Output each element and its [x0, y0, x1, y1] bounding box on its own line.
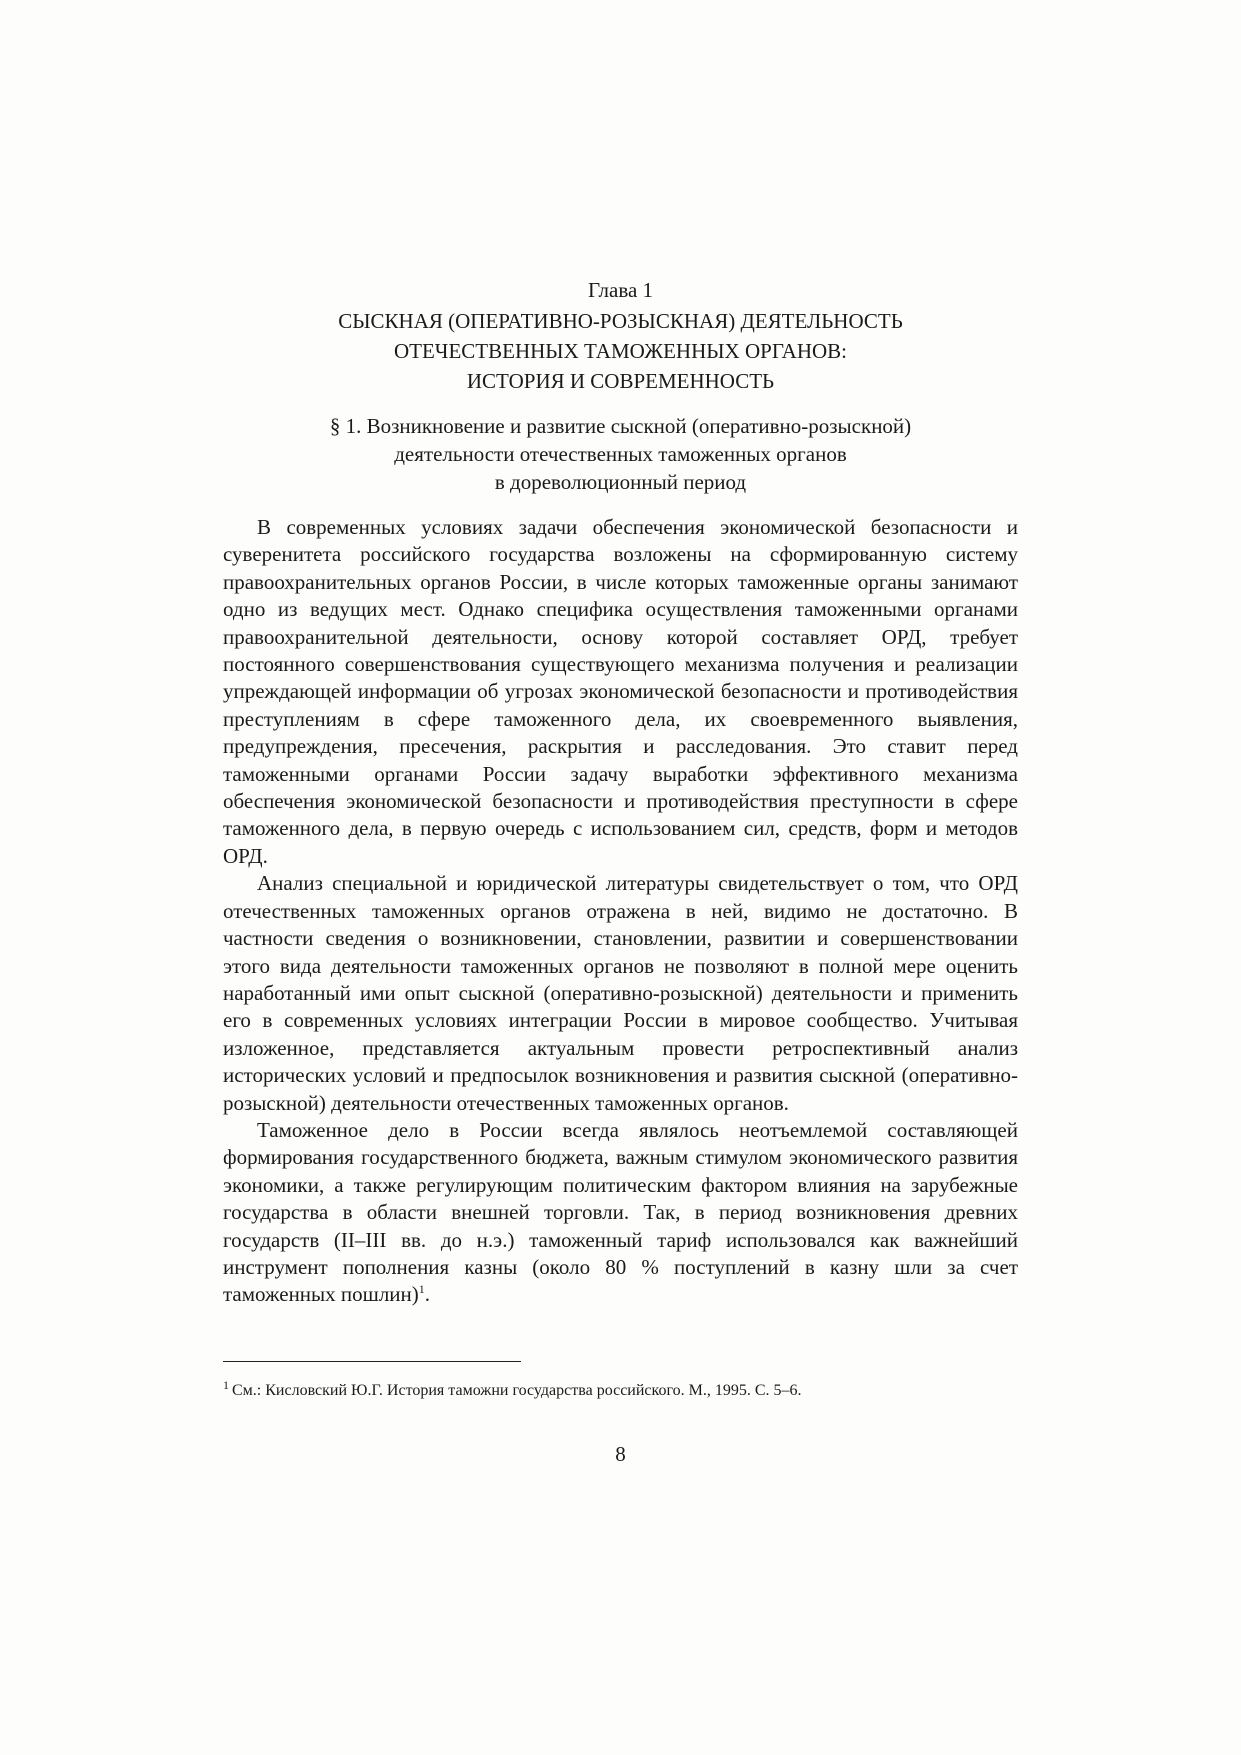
- body-text: [223, 514, 1018, 1309]
- paragraph: [223, 1117, 1018, 1309]
- chapter-label: Глава 1: [587, 278, 654, 302]
- footnote: [223, 1377, 1018, 1402]
- section-title-line: деятельности отечественных таможенных органов: [394, 442, 847, 466]
- paragraph: В современных условиях задачи обеспечения экономической безопасности и суверенитета российского государства возложены на сформированную систему правоохранительных органов России, в числе которых таможенные органы занимают одно из ведущих мест. Однако специфика осуществления таможенными органами правоохранительной деятельности, основу которой составляет ОРД, требует постоянного совершенствования существующего механизма получения и реализации упреждающей информации об угрозах экономической безопасности и противодействия преступлениям в сфере таможенного дела, их своевременного выявления, предупреждения, пресечения, раскрытия и расследования. Это ставит перед таможенными органами России задачу выработки эффективного механизма обеспечения экономической безопасности и противодействия преступности в сфере таможенного дела, в первую очередь с использованием сил, средств, форм и методов ОРД.: [223, 515, 1018, 868]
- footnote-reference: 1: [418, 1282, 425, 1297]
- paragraph-end-period: .: [424, 1282, 431, 1307]
- footnote-text: См.: Кисловский Ю.Г. История таможни государства российского. М., 1995. С. 5–6.: [232, 1382, 802, 1399]
- paragraph-text: Таможенное дело в России всегда являлось неотъемлемой составляющей формирования государственного бюджета, важным стимулом экономического развития экономики, а также регулирующим политическим фактором влияния на зарубежные государства в области внешней торговли. Так, в период возникновения древних государств (II–III вв. до н.э.) таможенный тариф использовался как важнейший инструмент пополнения казны (около 80 % поступлений в казну шли за счет таможенных пошлин): [223, 1117, 1018, 1307]
- footnote-number: 1: [223, 1377, 229, 1392]
- chapter-title-line: ИСТОРИЯ И СОВРЕМЕННОСТЬ: [466, 369, 775, 393]
- section-title-line: § 1. Возникновение и развитие сыскной (оперативно-розыскной): [329, 414, 912, 438]
- chapter-title-line: ОТЕЧЕСТВЕННЫХ ТАМОЖЕННЫХ ОРГАНОВ:: [393, 339, 848, 363]
- chapter-title-line: СЫСКНАЯ (ОПЕРАТИВНО-РОЗЫСКНАЯ) ДЕЯТЕЛЬНОСТЬ: [338, 309, 903, 333]
- chapter-title: [0, 306, 1241, 396]
- page-number: 8: [615, 1442, 626, 1466]
- paragraph: Анализ специальной и юридической литературы свидетельствует о том, что ОРД отечественных таможенных органов отражена в ней, видимо не достаточно. В частности сведения о возникновении, становлении, развитии и совершенствовании этого вида деятельности таможенных органов не позволяют в полной мере оценить наработанный ими опыт сыскной (оперативно-розыскной) деятельности и применить его в современных условиях интеграции России в мировое сообщество. Учитывая изложенное, представляется актуальным провести ретроспективный анализ исторических условий и предпосылок возникновения и развития сыскной (оперативно-розыскной) деятельности отечественных таможенных органов.: [223, 871, 1018, 1115]
- section-title: [0, 412, 1241, 496]
- section-title-line: в дореволюционный период: [494, 470, 747, 494]
- footnote-divider: [223, 1361, 521, 1362]
